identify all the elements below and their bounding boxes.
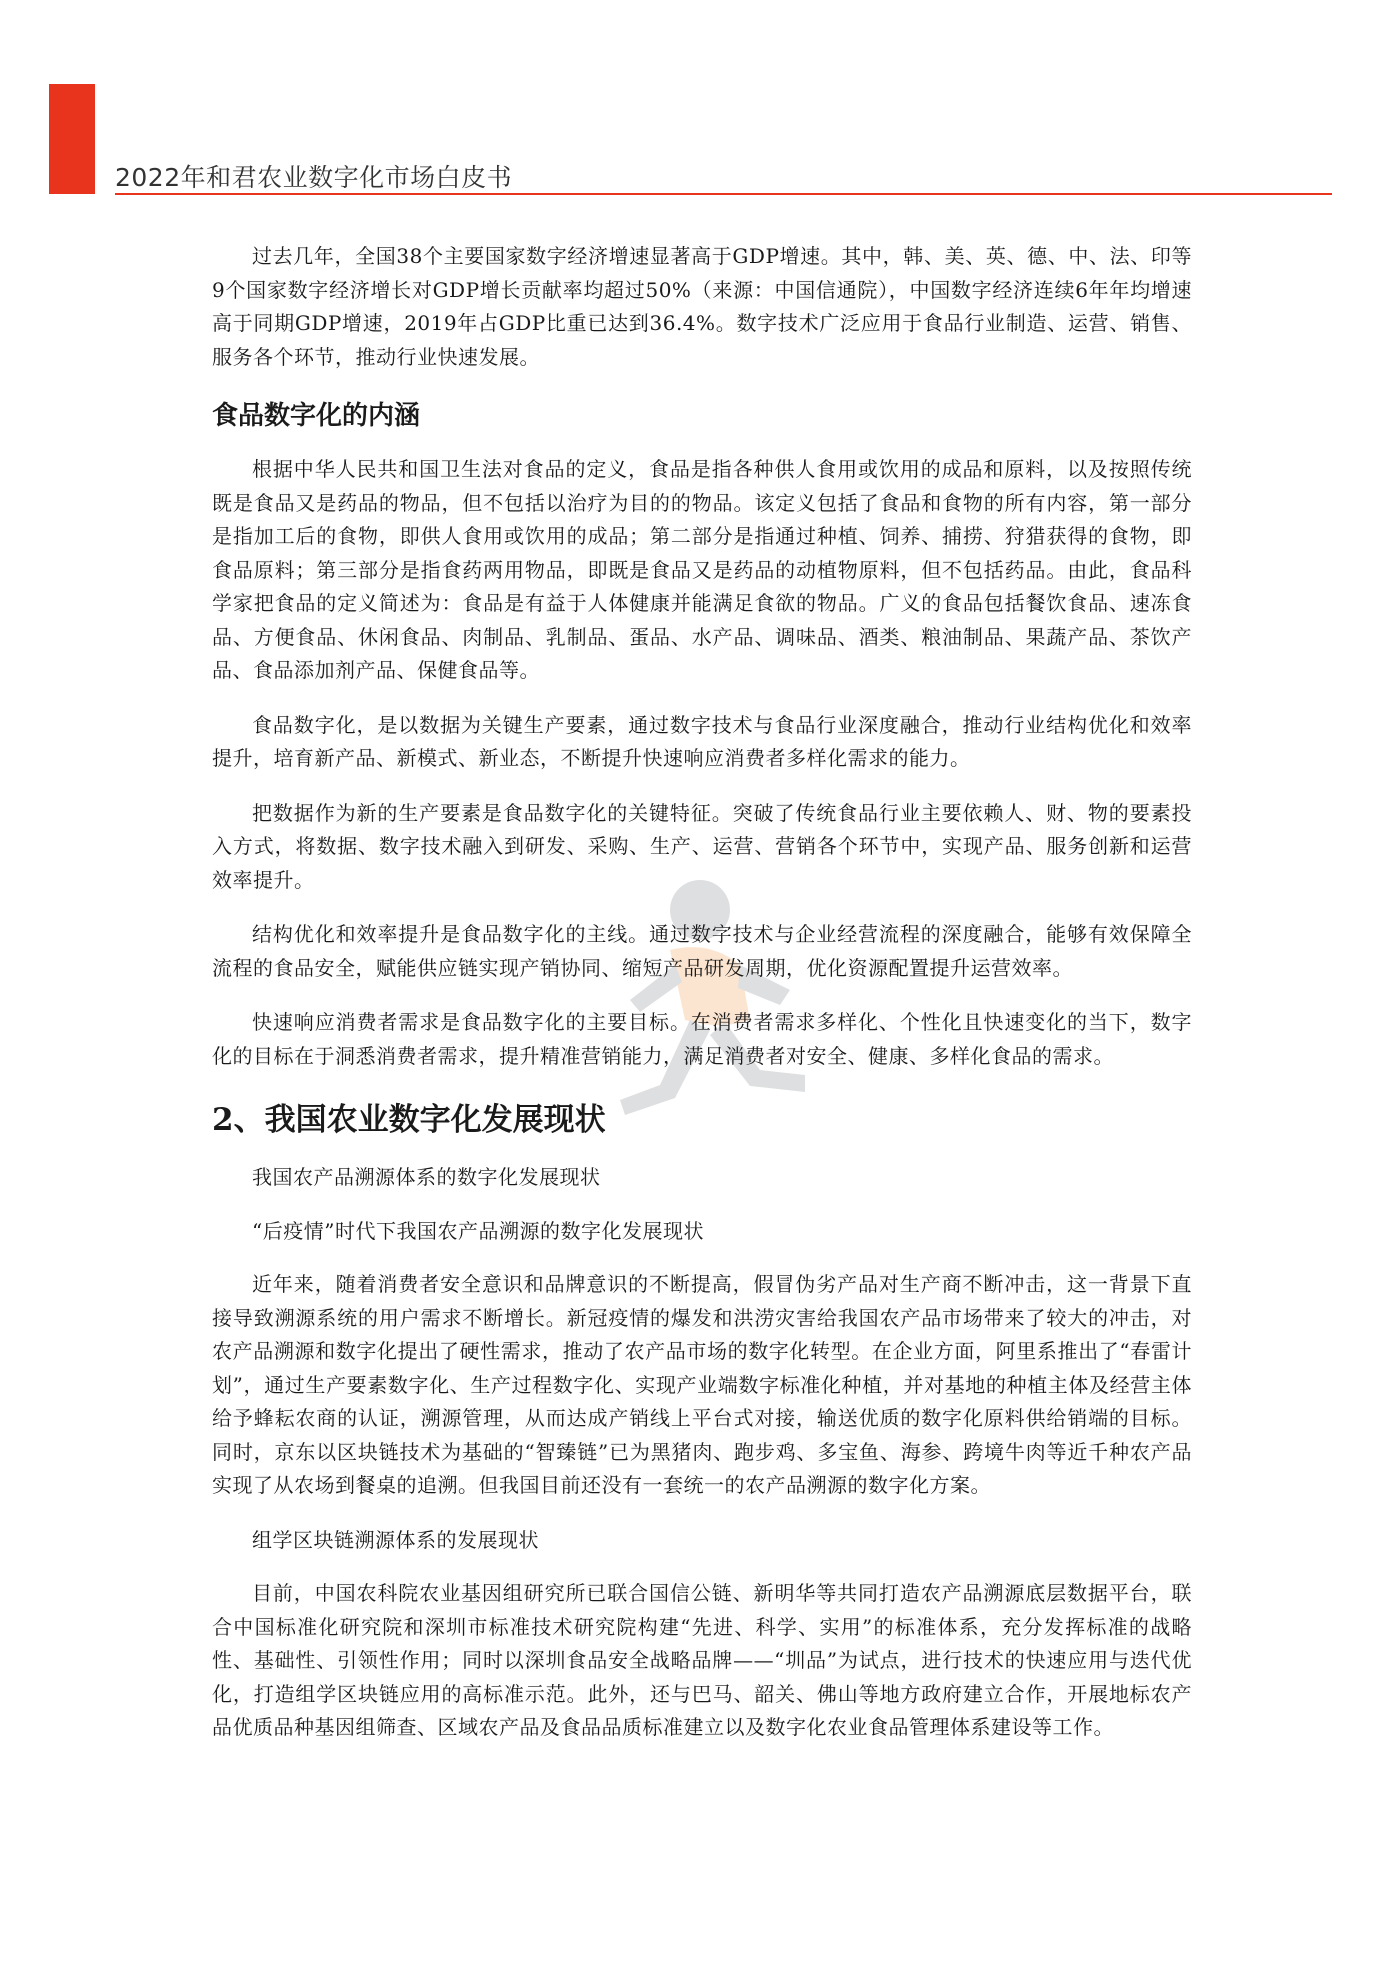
- header-accent-bar: [49, 84, 95, 194]
- genomics-paragraph: 目前，中国农科院农业基因组研究所已联合国信公链、新明华等共同打造农产品溯源底层数据平台，联合中国标准化研究院和深圳市标准技术研究院构建“先进、科学、实用”的标准体系，充分发挥标准的战略性、基础性、引领性作用；同时以深圳食品安全战略品牌——“圳品”为试点，进行技术的快速应用与迭代优化，打造组学区块链应用的高标准示范。此外，还与巴马、韶关、佛山等地方政府建立合作，开展地标农产品优质品种基因组筛查、区域农产品及食品品质标准建立以及数字化农业食品管理体系建设等工作。: [212, 1581, 1192, 1739]
- subtopic-label: 我国农产品溯源体系的数字化发展现状: [252, 1165, 601, 1189]
- paragraph: 结构优化和效率提升是食品数字化的主线。通过数字技术与企业经营流程的深度融合，能够有效保障全流程的食品安全，赋能供应链实现产销协同、缩短产品研发周期，优化资源配置提升运营效率。: [212, 922, 1192, 980]
- subtopic-label: “后疫情”时代下我国农产品溯源的数字化发展现状: [252, 1218, 704, 1243]
- subtopic-label: 组学区块链溯源体系的发展现状: [252, 1527, 539, 1552]
- subsection-heading: 食品数字化的内涵: [212, 401, 421, 431]
- document-title: 2022年和君农业数字化市场白皮书: [115, 163, 513, 192]
- paragraph: 食品数字化，是以数据为关键生产要素，通过数字技术与食品行业深度融合，推动行业结构优化和效率提升，培育新产品、新模式、新业态，不断提升快速响应消费者多样化需求的能力。: [212, 712, 1192, 770]
- header-divider: [115, 193, 1332, 195]
- paragraph: 把数据作为新的生产要素是食品数字化的关键特征。突破了传统食品行业主要依赖人、财、物的要素投入方式，将数据、数字技术融入到研发、采购、生产、运营、营销各个环节中，实现产品、服务创新和运营效率提升。: [212, 800, 1192, 892]
- paragraph: 快速响应消费者需求是食品数字化的主要目标。在消费者需求多样化、个性化且快速变化的当下，数字化的目标在于洞悉消费者需求，提升精准营销能力，满足消费者对安全、健康、多样化食品的需求。: [212, 1010, 1192, 1068]
- post-covid-paragraph: 近年来，随着消费者安全意识和品牌意识的不断提高，假冒伪劣产品对生产商不断冲击，这一背景下直接导致溯源系统的用户需求不断增长。新冠疫情的爆发和洪涝灾害给我国农产品市场带来了较大的冲击，对农产品溯源和数字化提出了硬性需求，推动了农产品市场的数字化转型。在企业方面，阿里系推出了“春雷计划”，通过生产要素数字化、生产过程数字化、实现产业端数字标准化种植，并对基地的种植主体及经营主体给予蜂耘农商的认证，溯源管理，从而达成产销线上平台式对接，输送优质的数字化原料供给销端的目标。同时，京东以区块链技术为基础的“智臻链”已为黑猪肉、跑步鸡、多宝鱼、海参、跨境牛肉等近千种农产品实现了从农场到餐桌的追溯。但我国目前还没有一套统一的农产品溯源的数字化方案。: [212, 1272, 1192, 1497]
- intro-paragraph: 过去几年，全国38个主要国家数字经济增速显著高于GDP增速。其中，韩、美、英、德、中、法、印等9个国家数字经济增长对GDP增长贡献率均超过50%（来源：中国信通院），中国数字经济连续6年年均增速高于同期GDP增速，2019年占GDP比重已达到36.4%。数字技术广泛应用于食品行业制造、运营、销售、服务各个环节，推动行业快速发展。: [212, 244, 1192, 369]
- paragraph: 根据中华人民共和国卫生法对食品的定义，食品是指各种供人食用或饮用的成品和原料，以及按照传统既是食品又是药品的物品，但不包括以治疗为目的的物品。该定义包括了食品和食物的所有内容，第一部分是指加工后的食物，即供人食用或饮用的成品；第二部分是指通过种植、饲养、捕捞、狩猎获得的食物，即食品原料；第三部分是指食药两用物品，即既是食品又是药品的动植物原料，但不包括药品。由此，食品科学家把食品的定义简述为：食品是有益于人体健康并能满足食欲的物品。广义的食品包括餐饮食品、速冻食品、方便食品、休闲食品、肉制品、乳制品、蛋品、水产品、调味品、酒类、粮油制品、果蔬产品、茶饮产品、食品添加剂产品、保健食品等。: [212, 457, 1192, 682]
- section-heading: 2、我国农业数字化发展现状: [212, 1102, 606, 1138]
- page-content: [212, 240, 1192, 1766]
